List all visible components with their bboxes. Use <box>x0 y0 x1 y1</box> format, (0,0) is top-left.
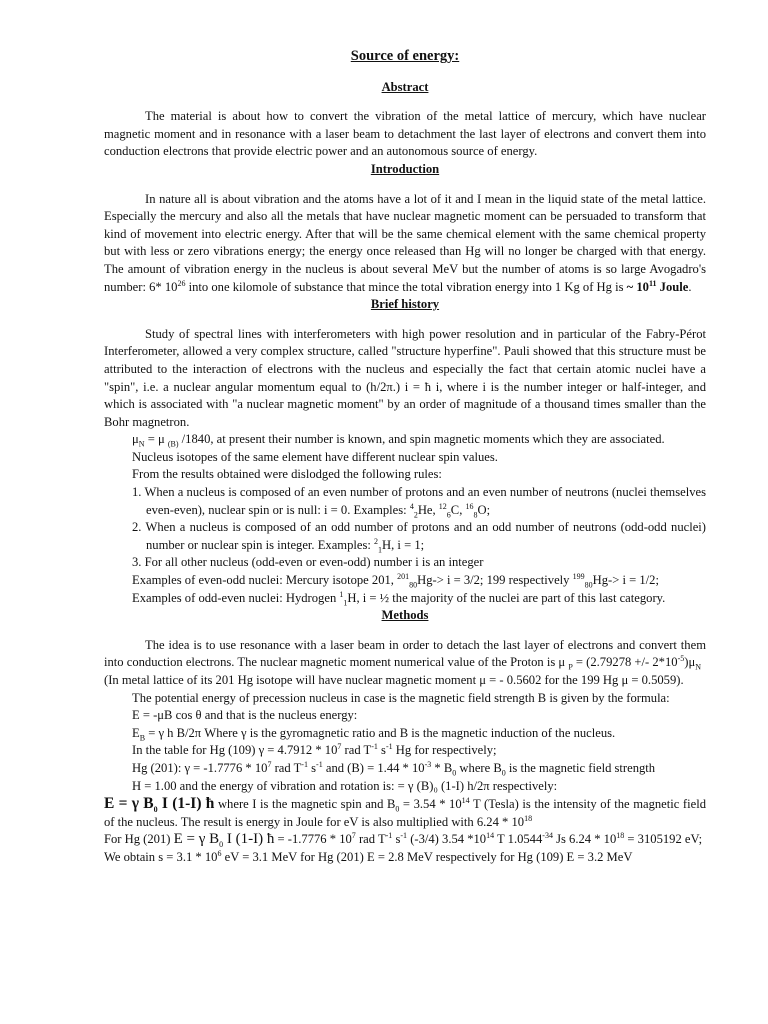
introduction-text: In nature all is about vibration and the atoms have a lot of it and I mean in the liquid state of the metal lattice. Especially the mercury and also all the metals that have nuclear magnetic moment can be persuaded to transform that kind of movement into electric energy. After that will be the same chemical element with the same chemical property but with less or zero vibrations energy; the energy once released than Hg will no longer be charged with that energy. The amount of vibration energy in the nucleus is about several MeV but the number of atoms is so large Avogadro's number: 6* $10^{26}$ into one kilomole of substance that mince the total vibration energy into 1 Kg of Hg is ~ $10^{11}$ Joule. <box>104 191 706 294</box>
introduction-heading: Introduction <box>370 161 440 176</box>
methods-heading: Methods <box>381 608 429 623</box>
odd-even-examples: Examples of odd-even nuclei: Hydrogen $^1_1$H, i = ½ the majority of the nuclei are part of this last category. <box>132 589 666 608</box>
methods-paragraph-5: $E_B = \gamma$ h B/2π Where γ is the gyromagnetic ratio and B is the magnetic induction of the nucleus. <box>132 725 616 743</box>
result-line: We obtain $s = 3.1 * 10^6$ eV = 3.1 MeV for Hg (201) E = 2.8 MeV respectively for Hg (109) E = 3.2 MeV <box>104 848 633 864</box>
abstract-text: The material is about how to convert the vibration of the metal lattice of mercury, which have nuclear magnetic moment and in resonance with a laser beam to detachment the last layer of electrons and convert them into conduction electrons that provide electric power and an autonomous source of energy. <box>104 109 706 159</box>
rule-2: 2. When a nucleus is composed of an odd number of protons and an odd number of neutrons (odd-odd nuclei) number or nuclear spin is integer. Examples: $^2_1$H, i = 1; <box>132 520 706 555</box>
methods-paragraph-4: E = -μB cos θ and that is the nucleus energy: <box>132 708 358 723</box>
document-title: Source of energy: <box>350 48 460 64</box>
methods-paragraph-2: (In metal lattice of its 201 Hg isotope will have nuclear magnetic moment μ = - 0.5602 for the 199 Hg μ = 0.5059). <box>104 673 684 687</box>
formula-paragraph-2: For Hg (201) E = γ $B_0$ I (1-I) ħ = $-1.7776 * 10^7$ rad $T^{-1}$ $s^{-1}$ (-3/4) 3.54 $*10^{14}$ T $1.0544^{-34}$ Js $6.24 * 10^{18} = 3105192$ eV; <box>104 831 703 850</box>
methods-paragraph-8: H = 1.00 and the energy of vibration and rotation is: = γ (B)₀ (1-I) h/2π respectively: <box>132 778 558 793</box>
even-odd-examples: Examples of even-odd nuclei: Mercury isotope 201, $^{201}_{80}$Hg-> i = 3/2; 199 respectively $^{199}_{80}$Hg-> i = 1/2; <box>132 571 659 590</box>
abstract-heading: Abstract <box>381 79 429 94</box>
rule-3: 3. For all other nucleus (odd-even or even-odd) number i is an integer <box>132 555 484 570</box>
history-paragraph: Study of spectral lines with interferometers with high power resolution and in particular of the Fabry-Pérot Interferometer, allowed a very complex structure, called "structure hyperfine". Pauli showed that this structure must be attributed to the interaction of electrons with the nucleus and especially the fact that certain atomic nuclei have a "spin", i.e. a nuclear angular momentum equal to (h/2π.) i = ħ i, where i is the number integer or half-integer, and which is associated with "a nuclear magnetic moment" by an order of magnitude of a thousand times smaller than the Bohr magnetron. <box>104 326 706 429</box>
methods-paragraph-6: In the table for Hg (109) $\gamma = 4.7912 * 10^7$ rad $T^{-1}$ $s^{-1}$ Hg for respectively; <box>132 742 497 758</box>
mu-line: $\mu_N = \mu$ $_{(B)}$ /1840, at present their number is known, and spin magnetic moments which they are associated. <box>132 432 665 449</box>
rules-line: From the results obtained were dislodged the following rules: <box>132 467 442 482</box>
isotopes-line: Nucleus isotopes of the same element have different nuclear spin values. <box>132 449 498 464</box>
methods-paragraph-1: The idea is to use resonance with a laser beam in order to detach the last layer of electrons and convert them into conduction electrons. The nuclear magnetic moment numerical value of the Proton is μ $_P$ = (2.79278 +/- $2*10^{-5})\mu_N$ <box>104 637 706 672</box>
methods-paragraph-3: The potential energy of precession nucleus in case is the magnetic field strength B is given by the formula: <box>132 690 670 705</box>
rule-1: 1. When a nucleus is composed of an even number of protons and an even number of neutrons (nuclei themselves even-even), nuclear spin or is null: i = 0. Examples: $^4_2$He, $^{12}_6$C, $^{16}_8$O; <box>132 485 706 520</box>
methods-paragraph-7: Hg (201): $\gamma = -1.7776 * 10^7$ rad $T^{-1}$ $s^{-1}$ and $(B) = 1.44 * 10^{-3} * B_0$ where $B_0$ is the magnetic field strength <box>132 759 656 778</box>
formula-paragraph-1: E = γ $B_0$ I (1-I) ħ where I is the magnetic spin and $B_0 = 3.54 * 10^{14}$ T (Tesla) is the intensity of the magnetic field of the nucleus. The result is energy in Joule for eV is also multiplied with $6.24 * 10^{18}$ <box>104 795 706 829</box>
history-heading: Brief history <box>370 297 440 312</box>
